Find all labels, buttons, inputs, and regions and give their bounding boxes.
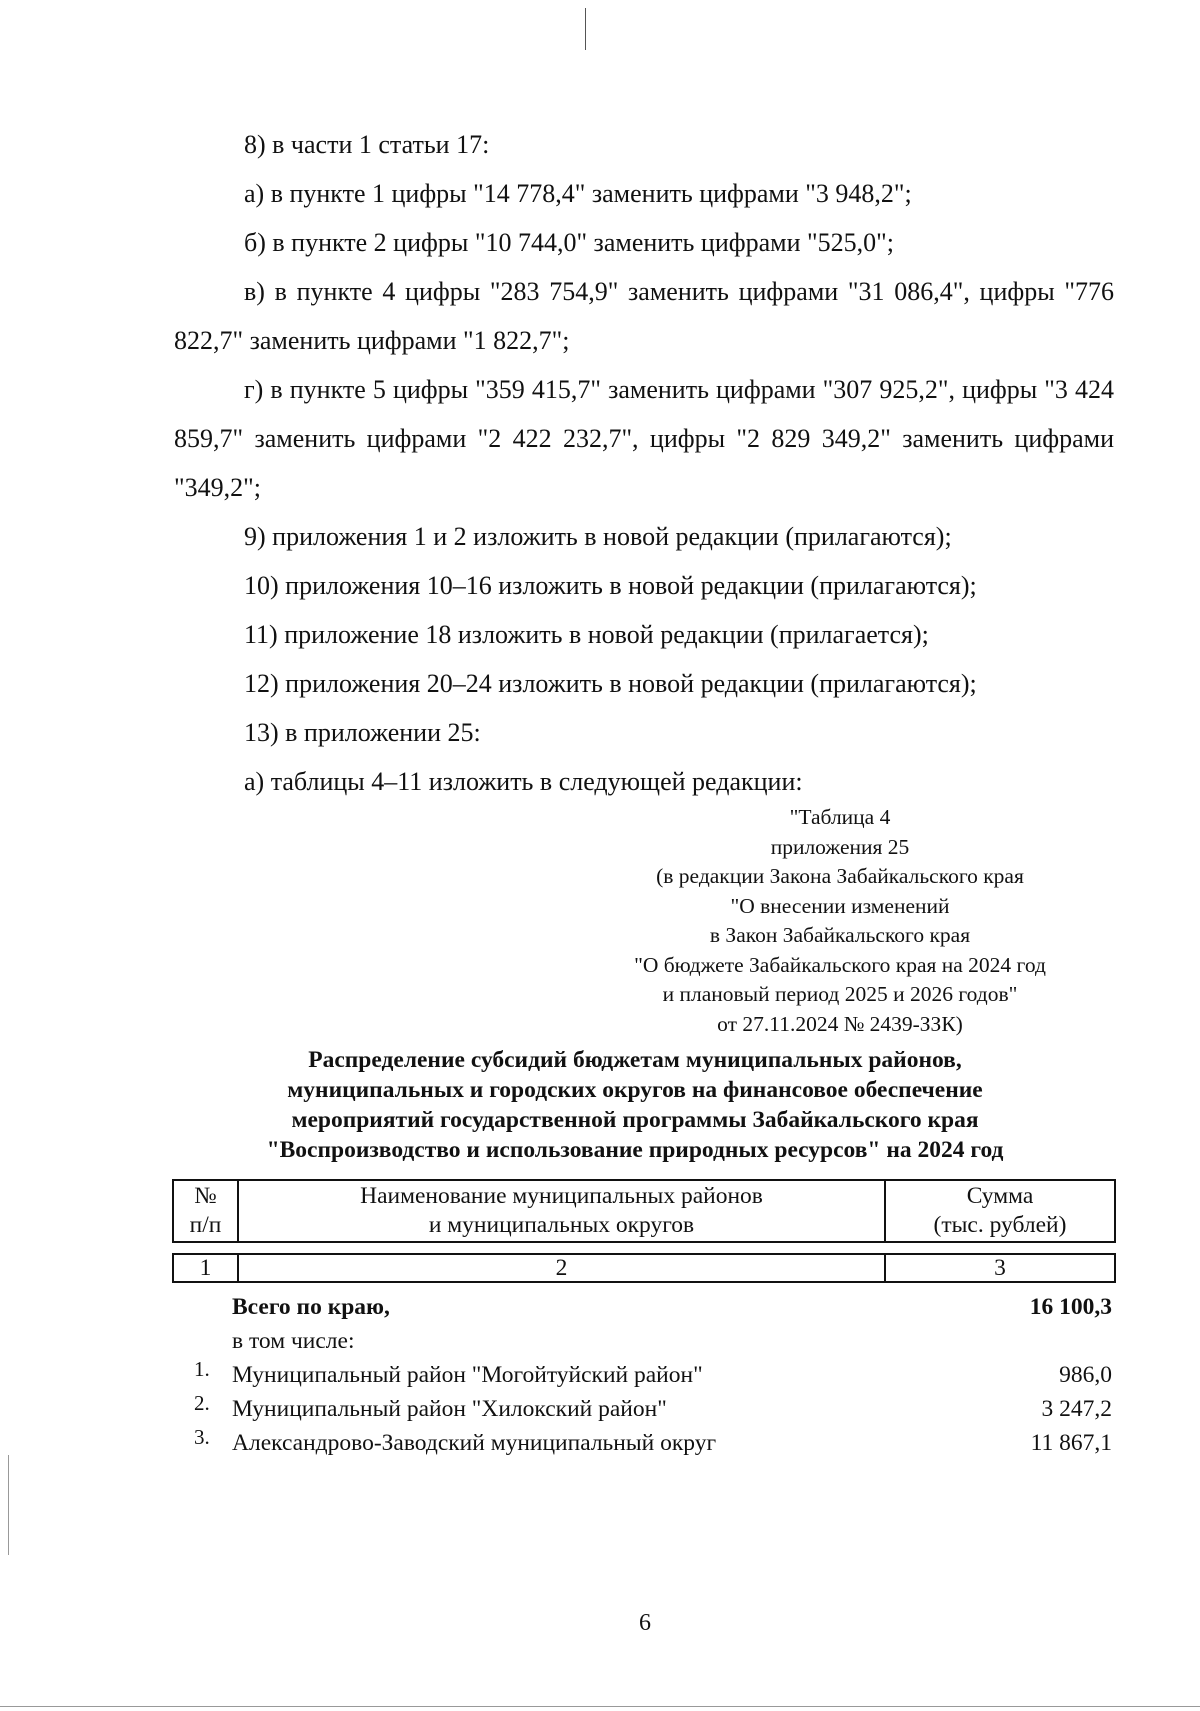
header-cell-sum <box>885 1180 1115 1242</box>
header-line: от 27.11.2024 № 2439-ЗЗК) <box>717 1011 963 1036</box>
table-row <box>172 1358 1116 1392</box>
column-number: 2 <box>238 1254 885 1282</box>
row-name: Муниципальный район "Хилокский район" <box>232 1396 667 1422</box>
title-line: муниципальных и городских округов на финансовое обеспечение <box>287 1077 983 1103</box>
header-name-line1: Наименование муниципальных районов <box>360 1183 763 1209</box>
header-line: приложения 25 <box>770 834 910 859</box>
paragraph-item-8a: а) в пункте 1 цифры "14 778,4" заменить цифрами "3 948,2"; <box>244 179 912 208</box>
header-line: и плановый период 2025 и 2026 годов" <box>662 982 1018 1006</box>
subtotal-row <box>172 1324 1116 1358</box>
header-line: (в редакции Закона Забайкальского края <box>656 864 1024 888</box>
paragraph-item-9: 9) приложения 1 и 2 изложить в новой редакции (прилагаются); <box>244 522 952 551</box>
paragraph-item-13: 13) в приложении 25: <box>244 718 481 747</box>
paragraph-item-12: 12) приложения 20–24 изложить в новой редакции (прилагаются); <box>244 669 977 698</box>
column-numbers-row <box>172 1253 1116 1283</box>
table-title <box>200 1045 1070 1165</box>
table-header <box>172 1179 1116 1243</box>
scan-artifact <box>8 1455 9 1555</box>
header-cell-no <box>173 1180 238 1242</box>
row-sum: 986,0 <box>1059 1362 1112 1388</box>
column-number: 1 <box>173 1254 238 1282</box>
header-sum-line2: (тыс. рублей) <box>933 1212 1067 1238</box>
row-number: 3. <box>194 1425 210 1449</box>
header-name-line2: и муниципальных округов <box>428 1212 695 1238</box>
title-line: "Воспроизводство и использование природных ресурсов" на 2024 год <box>266 1137 1004 1163</box>
row-number: 1. <box>194 1357 210 1381</box>
table-row <box>172 1426 1116 1460</box>
table-body <box>172 1290 1116 1460</box>
header-no-line1: № <box>194 1183 217 1209</box>
table-header-block <box>580 803 1100 1039</box>
row-name: Александрово-Заводский муниципальный округ <box>232 1430 717 1456</box>
column-number: 3 <box>885 1254 1115 1282</box>
header-line: "О внесении изменений <box>730 893 950 918</box>
header-line: в Закон Забайкальского края <box>709 923 971 947</box>
title-line: мероприятий государственной программы Забайкальского края <box>291 1107 979 1133</box>
paragraph-item-8g: г) в пункте 5 цифры "359 415,7" заменить цифрами "307 925,2", цифры "3 424 859,7" заменить цифрами "2 422 232,7", цифры "2 829 349,2" заменить цифрами "349,2"; <box>174 375 1114 502</box>
paragraph-item-8: 8) в части 1 статьи 17: <box>244 130 490 159</box>
row-sum: 11 867,1 <box>1030 1430 1112 1456</box>
title-line: Распределение субсидий бюджетам муниципальных районов, <box>308 1047 962 1073</box>
paragraph-item-8v: в) в пункте 4 цифры "283 754,9" заменить цифрами "31 086,4", цифры "776 822,7" заменить цифрами "1 822,7"; <box>174 277 1114 355</box>
paragraph-item-11: 11) приложение 18 изложить в новой редакции (прилагается); <box>244 620 929 649</box>
paragraph-item-8b: б) в пункте 2 цифры "10 744,0" заменить цифрами "525,0"; <box>244 228 894 257</box>
paragraph-item-10: 10) приложения 10–16 изложить в новой редакции (прилагаются); <box>244 571 977 600</box>
row-sum: 3 247,2 <box>1041 1396 1112 1422</box>
header-line: "О бюджете Забайкальского края на 2024 год <box>634 952 1046 977</box>
header-no-line2: п/п <box>189 1212 222 1238</box>
header-sum-line1: Сумма <box>966 1183 1034 1209</box>
paragraph-item-13a: а) таблицы 4–11 изложить в следующей редакции: <box>244 767 803 796</box>
header-line: "Таблица 4 <box>789 805 891 829</box>
page-number: 6 <box>639 1610 651 1636</box>
row-name: Муниципальный район "Могойтуйский район" <box>232 1362 703 1388</box>
total-row <box>172 1290 1116 1324</box>
subtotal-label: в том числе: <box>232 1328 355 1354</box>
scan-artifact <box>0 1706 1200 1707</box>
total-label: Всего по краю, <box>232 1294 390 1320</box>
header-cell-name <box>238 1180 885 1242</box>
total-value: 16 100,3 <box>1029 1294 1112 1320</box>
table-row <box>172 1392 1116 1426</box>
row-number: 2. <box>194 1391 210 1415</box>
scan-artifact <box>585 8 586 50</box>
